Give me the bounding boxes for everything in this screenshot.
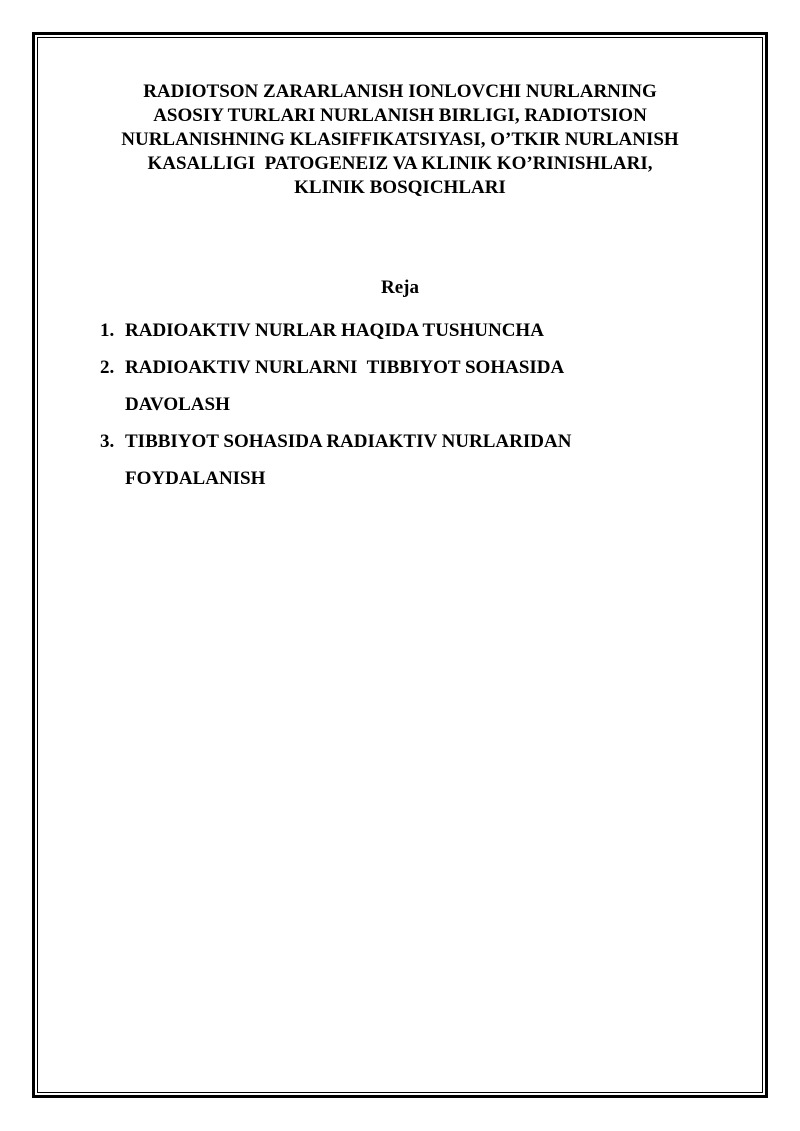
plan-item-line: TIBBIYOT SOHASIDA RADIAKTIV NURLARIDAN bbox=[125, 431, 572, 452]
plan-item-2 bbox=[100, 349, 700, 423]
plan-item-number: 2. bbox=[100, 357, 115, 378]
plan-item-3 bbox=[100, 423, 700, 497]
plan-item-line: DAVOLASH bbox=[125, 394, 230, 415]
plan-item-number: 1. bbox=[100, 320, 115, 341]
plan-item-text bbox=[125, 423, 700, 497]
plan-list bbox=[100, 312, 700, 497]
title-line: ASOSIY TURLARI NURLANISH BIRLIGI, RADIOTSION bbox=[153, 105, 647, 126]
document-title bbox=[60, 80, 740, 200]
plan-item-line: RADIOAKTIV NURLAR HAQIDA TUSHUNCHA bbox=[125, 320, 544, 341]
plan-item-line: RADIOAKTIV NURLARNI TIBBIYOT SOHASIDA bbox=[125, 357, 565, 378]
plan-item-1 bbox=[100, 312, 700, 349]
plan-item-line: FOYDALANISH bbox=[125, 468, 266, 489]
title-line: RADIOTSON ZARARLANISH IONLOVCHI NURLARNING bbox=[143, 81, 657, 102]
plan-item-text bbox=[125, 312, 700, 349]
title-line: KLINIK BOSQICHLARI bbox=[294, 177, 506, 198]
title-line: KASALLIGI PATOGENEIZ VA KLINIK KO’RINISHLARI, bbox=[147, 153, 653, 174]
plan-item-number: 3. bbox=[100, 431, 115, 452]
title-line: NURLANISHNING KLASIFFIKATSIYASI, O’TKIR NURLANISH bbox=[121, 129, 679, 150]
plan-item-text bbox=[125, 349, 700, 423]
plan-heading: Reja bbox=[381, 277, 419, 298]
